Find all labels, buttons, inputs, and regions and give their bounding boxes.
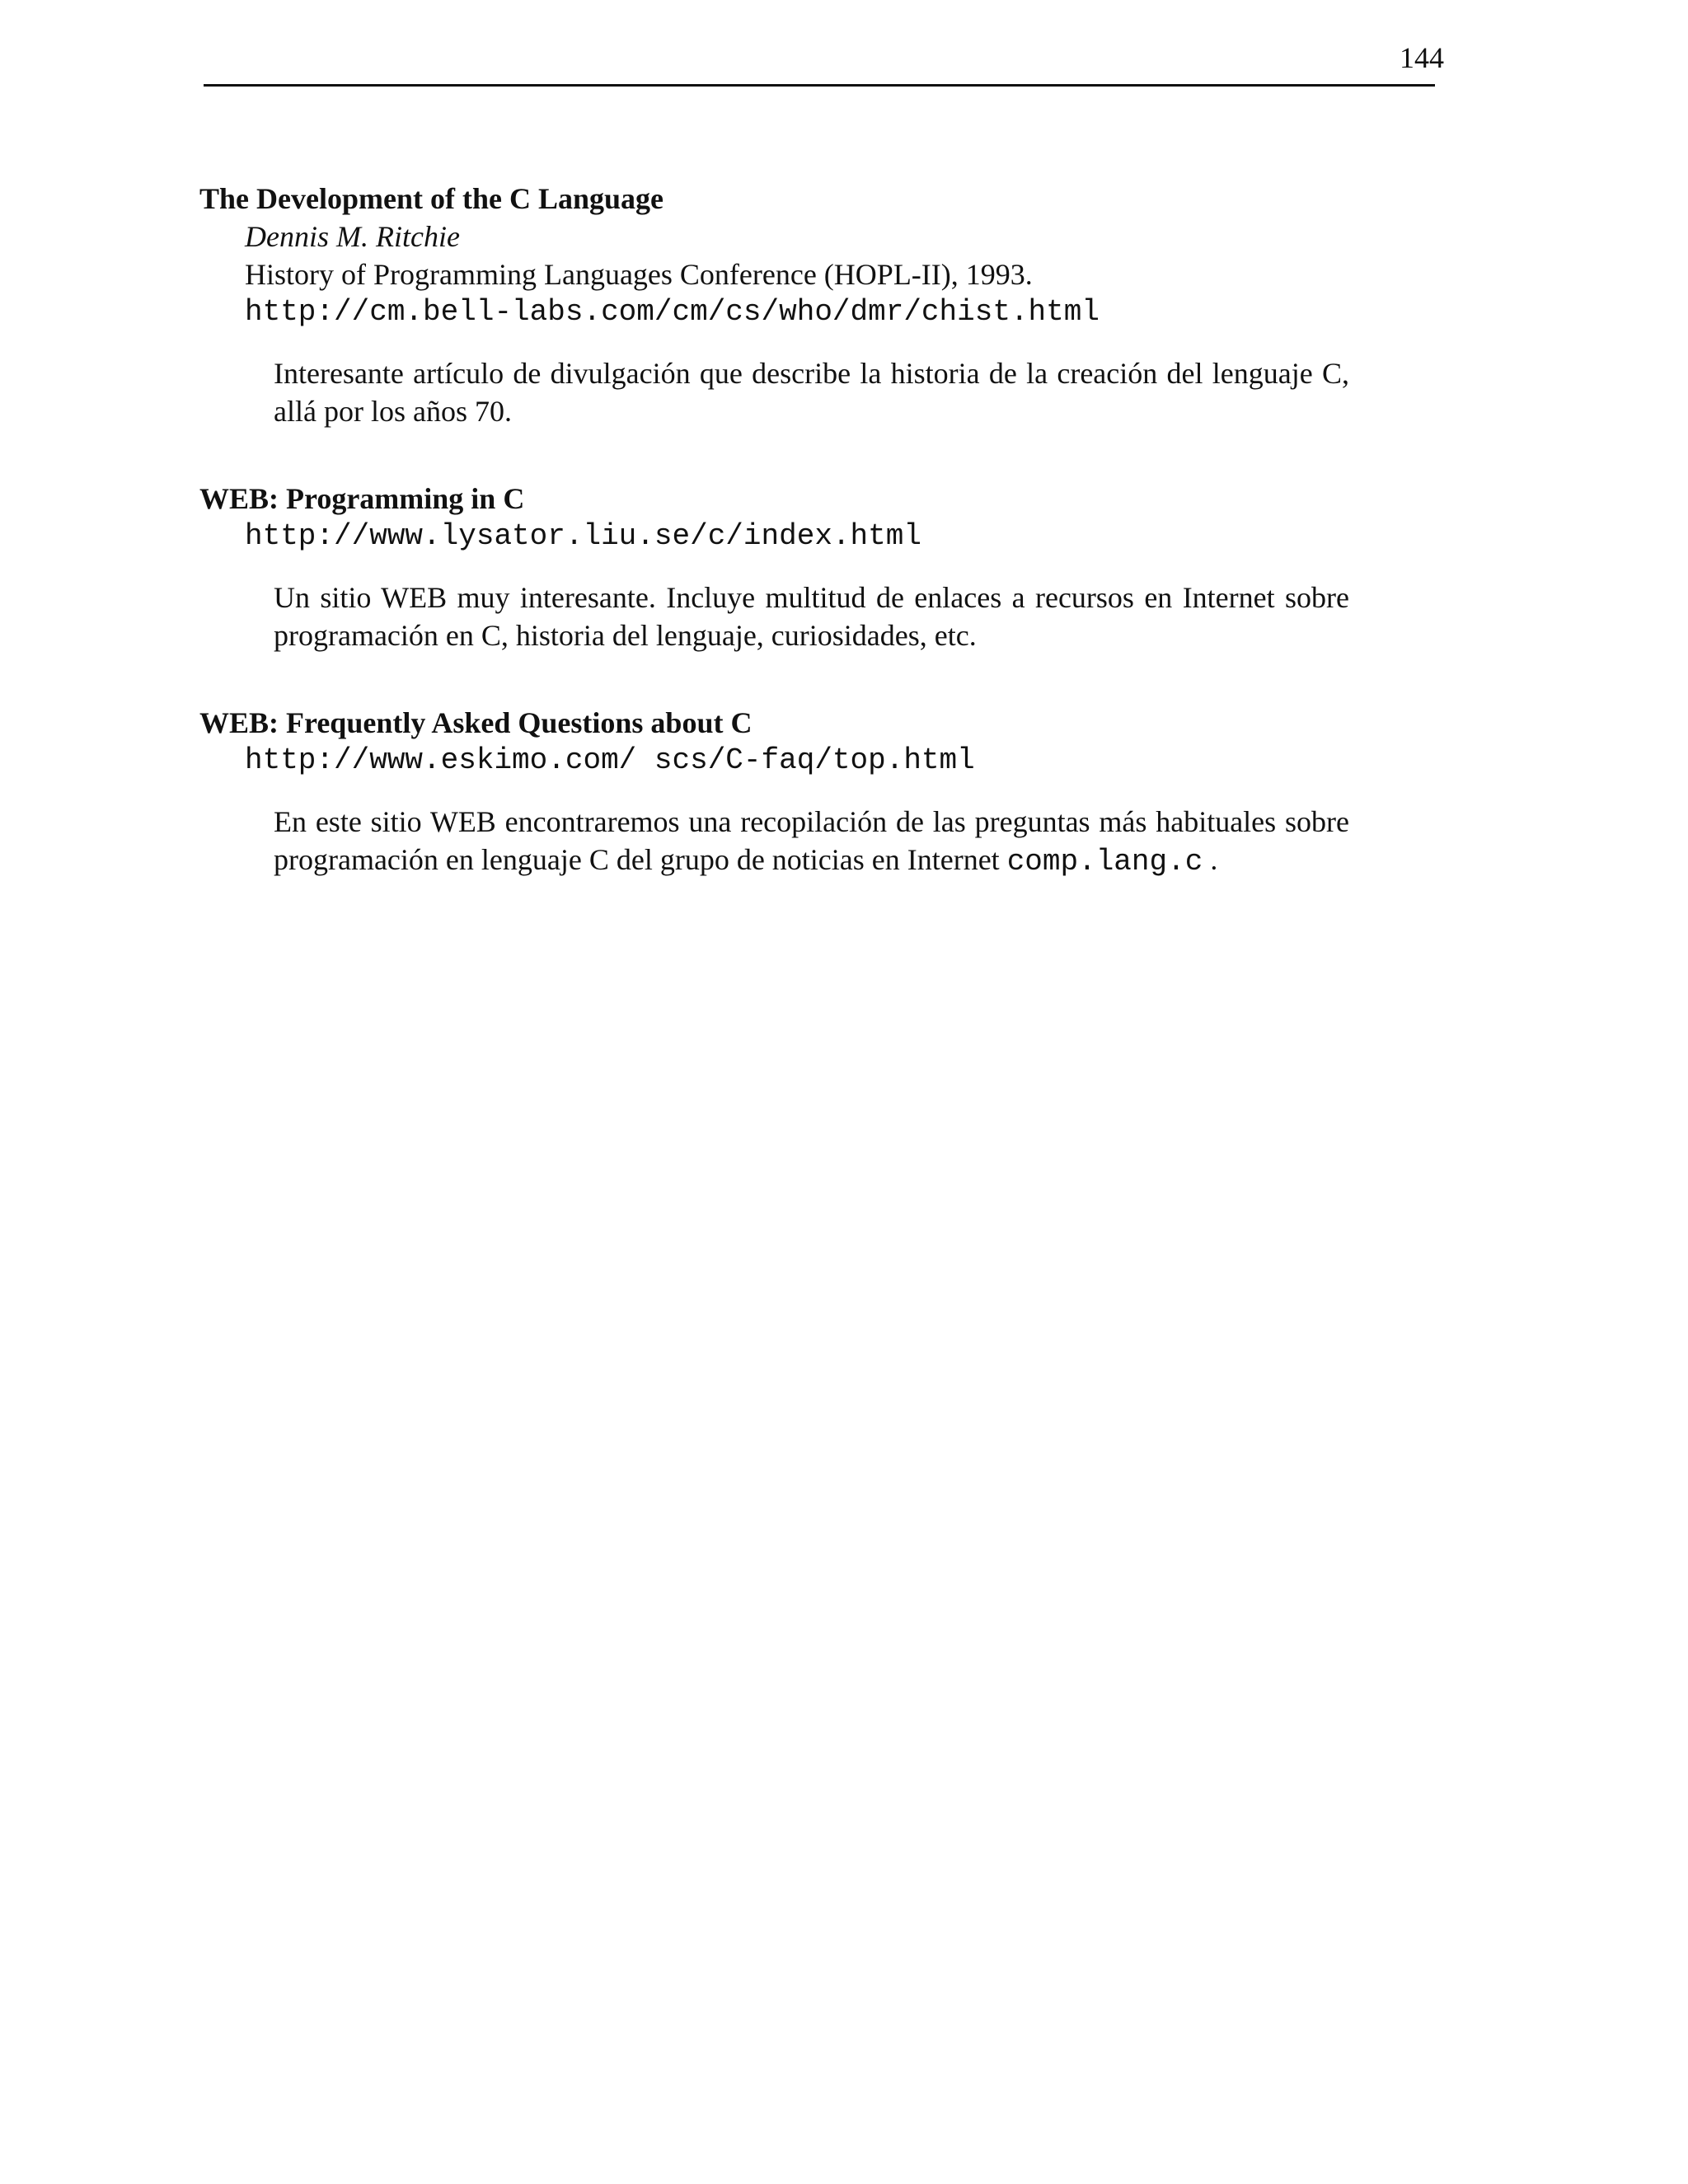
bibliography-entry [199,704,1370,881]
entry-description: Interesante artículo de divulgación que describe la historia de la creación del lenguaje C, allá por los años 70. [274,357,1349,428]
bibliography-list [199,180,1370,930]
entry-title: The Development of the C Language [199,182,663,215]
entry-url[interactable]: http://www.lysator.liu.se/c/index.html [245,519,921,553]
newsgroup-name: comp.lang.c [1006,845,1203,879]
entry-source: History of Programming Languages Conference (HOPL-II), 1993. [245,258,1033,291]
entry-author: Dennis M. Ritchie [245,220,460,253]
page-number: 144 [1400,41,1444,74]
entry-description-end: . [1203,843,1218,876]
entry-title: WEB: Programming in C [199,482,525,515]
entry-description-text: En este sitio WEB encontraremos una recopilación de las preguntas más habituales sobre programación en lenguaje C del grupo de noticias en Internet [274,805,1349,876]
entry-description: Un sitio WEB muy interesante. Incluye multitud de enlaces a recursos en Internet sobre programación en C, historia del lenguaje, curiosidades, etc. [274,581,1349,652]
entry-description [199,803,1349,881]
bibliography-entry [199,480,1370,654]
bibliography-entry [199,180,1370,430]
entry-title: WEB: Frequently Asked Questions about C [199,706,753,739]
entry-url[interactable]: http://www.eskimo.com/ scs/C-faq/top.html [245,743,975,777]
entry-url[interactable]: http://cm.bell-labs.com/cm/cs/who/dmr/chist.html [245,295,1100,329]
header-rule [204,84,1435,87]
